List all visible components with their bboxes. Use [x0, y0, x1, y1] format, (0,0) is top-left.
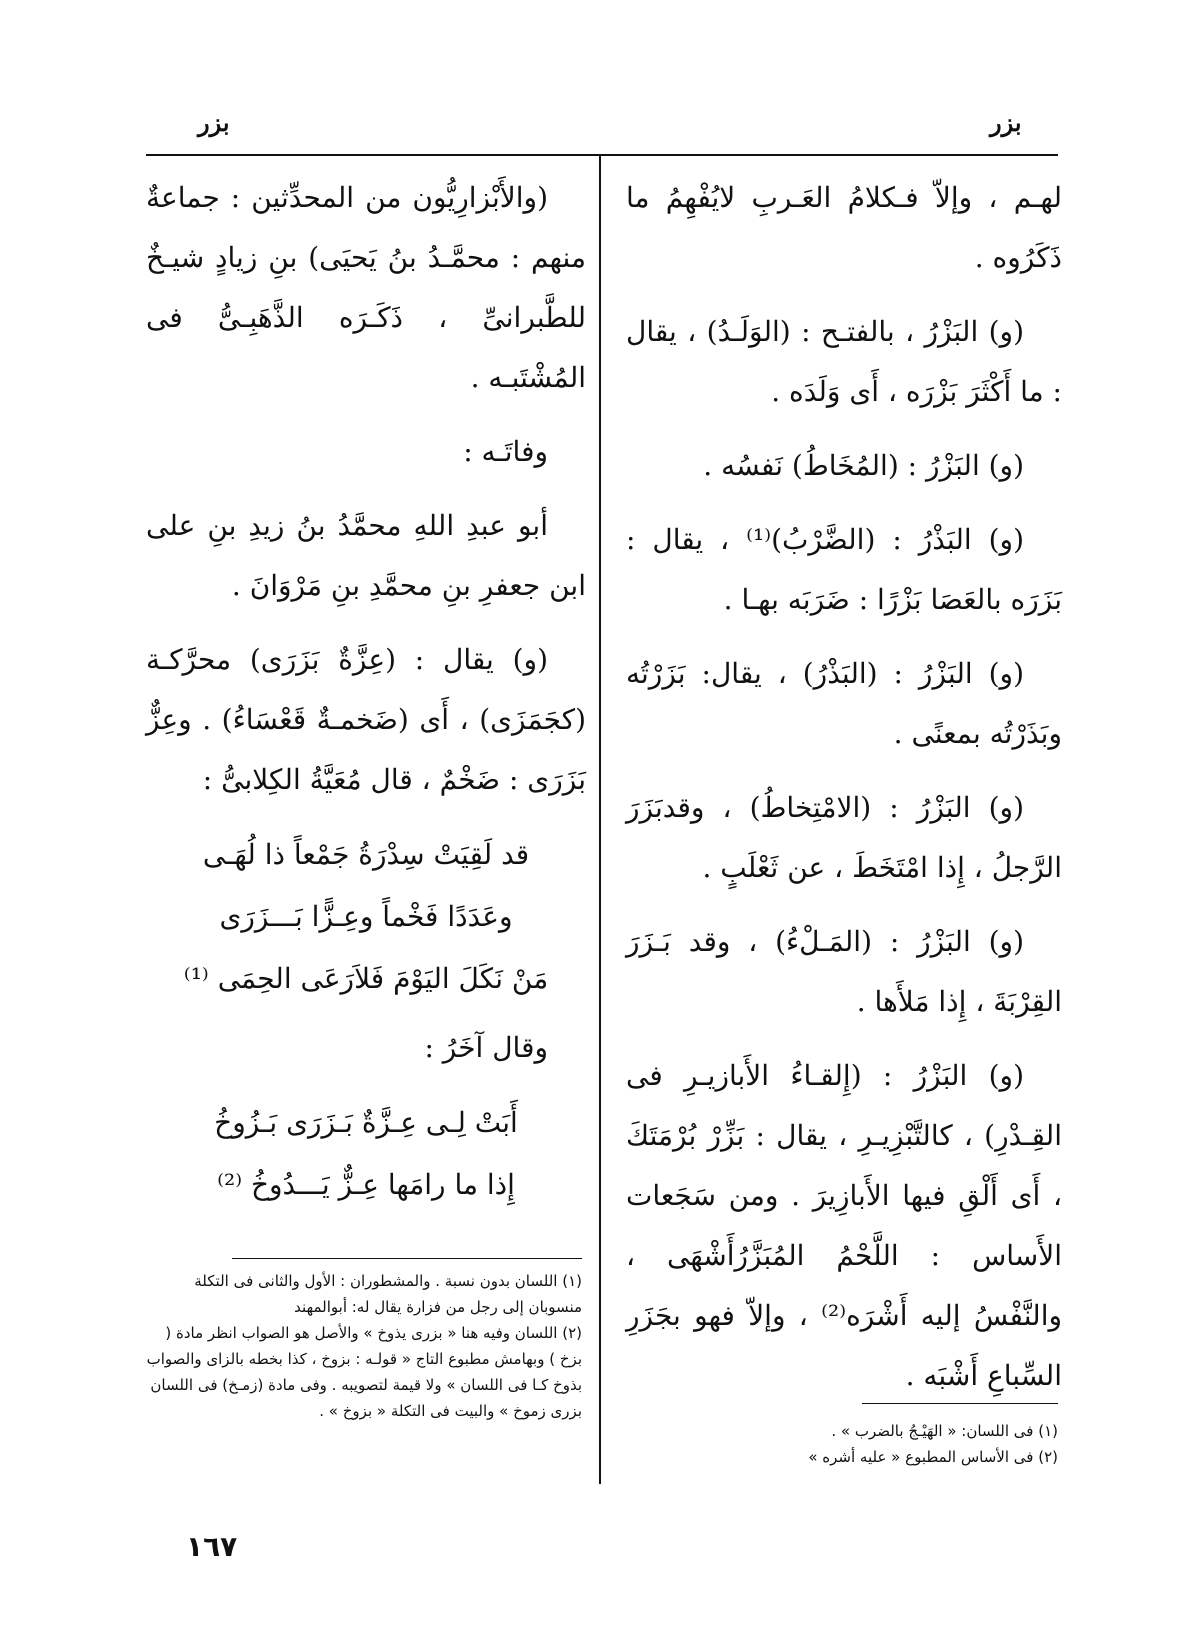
verse-line: مَنْ نَكَلَ اليَوْمَ فَلاَرَعَى الحِمَى ⁽¹⁾: [183, 962, 549, 995]
entry-paragraph: وقال آخَرُ :: [424, 1031, 548, 1064]
footnotes-left: [146, 1268, 582, 1424]
verse-line: وعَدَدًا فَخْماً وعِـزًّا بَـــزَرَى: [219, 900, 513, 933]
entry-paragraph: (و) البَزْرُ : (المُخَاطُ) نَفسُه .: [703, 449, 1024, 482]
header-right-word: بزر: [990, 108, 1022, 137]
entry-paragraph: (و) البَزْرُ : (الامْتِخاطُ) ، وقدبَزَرَ الرَّجلُ ، إِذا امْتَخَطَ ، عن ثَعْلَبٍ .: [626, 791, 1062, 884]
entry-paragraph: (و) يقال : (عِزَّةٌ بَزَرَى) محرَّكـة (كجَمَزَى) ، أَى (ضَخمـةٌ قَعْسَاءُ) . وعِزٌّ بَزَرَى : ضَخْمٌ ، قال مُعَيَّةُ الكِلابىُّ :: [146, 643, 586, 796]
footnote-rule-left: [232, 1258, 582, 1259]
footnotes-right: [640, 1418, 1058, 1470]
footnote-rule-right: [862, 1403, 1058, 1404]
right-column: [626, 168, 1062, 1420]
entry-paragraph: (والأَبْزارِيُّون من المحدِّثين : جماعةٌ منهم : محمَّـدُ بنُ يَحيَى) بنِ زيادٍ شيـخٌ للطَّبرانىِّ ، ذَكَـرَه الذَّهَبِـىُّ فى المُشْتَبـه .: [146, 181, 586, 394]
header-left-word: بزر: [198, 108, 230, 137]
header-rule: [146, 154, 1058, 156]
verse-line: قد لَقِيَتْ سِدْرَةُ جَمْعاً ذا لُهَـى: [202, 838, 530, 871]
entry-paragraph: (و) البَزْرُ : (إِلقـاءُ الأَبازيـرِ فى القِـدْرِ) ، كالتَّبْزِيـرِ ، يقال : بَزِّرْ بُرْمَتَكَ ، أَى أَلْقِ فيها الأَبازِيرَ . ومن سَجَعات الأَساس : اللَّحْمُ المُبَزَّرُأَشْهَى ، والنَّفْسُ إليه أَشْرَه⁽²⁾ ، وإلاّ فهو بجَزَرِ السِّباعِ أَشْبَه .: [626, 1059, 1062, 1392]
page-number: ١٦٧: [186, 1530, 238, 1563]
column-divider: [599, 154, 601, 1484]
verse-block: [146, 1092, 586, 1216]
entry-paragraph: (و) البَزْرُ : (المَـلْءُ) ، وقد بَـزَرَ القِرْبَةَ ، إِذا مَلأَها .: [626, 925, 1062, 1018]
entry-paragraph: لهـم ، وإلاّ فـكلامُ العَـربِ لايُفْهِمُ ما ذَكَرُوه .: [626, 181, 1062, 274]
verse-block: [146, 824, 586, 1010]
entry-paragraph: وفاتَـه :: [463, 435, 548, 468]
verse-line: إِذا ما رامَها عِـزٌّ يَـــدُوخُ ⁽²⁾: [217, 1168, 515, 1201]
entry-paragraph: (و) البَذْرُ : (الضَّرْبُ)⁽¹⁾ ، يقال : بَزَرَه بالعَصَا بَزْرًا : ضَرَبَه بهـا .: [626, 523, 1062, 616]
verse-line: أَبَتْ لِـى عِـزَّةٌ بَـزَرَى بَـزُوخُ: [214, 1106, 518, 1139]
entry-paragraph: أبو عبدِ اللهِ محمَّدُ بنُ زيدِ بنِ على ابن جعفرِ بنِ محمَّدِ بنِ مَرْوَانَ .: [146, 509, 586, 602]
footnote: (٢) اللسان وفيه هنا « بزرى يذوخ » والأصل هو الصواب انظر مادة ( بزخ ) وبهامش مطبوع التاج « قولـه : بزوخ ، كذا بخطه بالزاى والصواب بذوخ كـا فى اللسان » ولا قيمة لتصويبه . وفى مادة (زمـخ) فى اللسان بزرى زموخ » والبيت فى التكلة « بزوخ » .: [146, 1324, 582, 1420]
entry-paragraph: (و) البَزْرُ : (البَذْرُ) ، يقال: بَزَرْتُه وبَذَرْتُه بمعنًى .: [626, 657, 1062, 750]
entry-paragraph: (و) البَزْرُ ، بالفتـح : (الوَلَـدُ) ، يقال : ما أَكْثَرَ بَزْرَه ، أَى وَلَدَه .: [626, 315, 1062, 408]
footnote: (١) اللسان بدون نسبة . والمشطوران : الأول والثانى فى التكلة منسوبان إلى رجل من فزارة يقال له: أبوالمهند: [194, 1272, 582, 1316]
left-column: [146, 168, 586, 1224]
footnote: (٢) فى الأساس المطبوع « عليه أشره »: [808, 1448, 1058, 1466]
footnote: (١) فى اللسان: « الهَيْـجُ بالضرب » .: [831, 1422, 1058, 1440]
